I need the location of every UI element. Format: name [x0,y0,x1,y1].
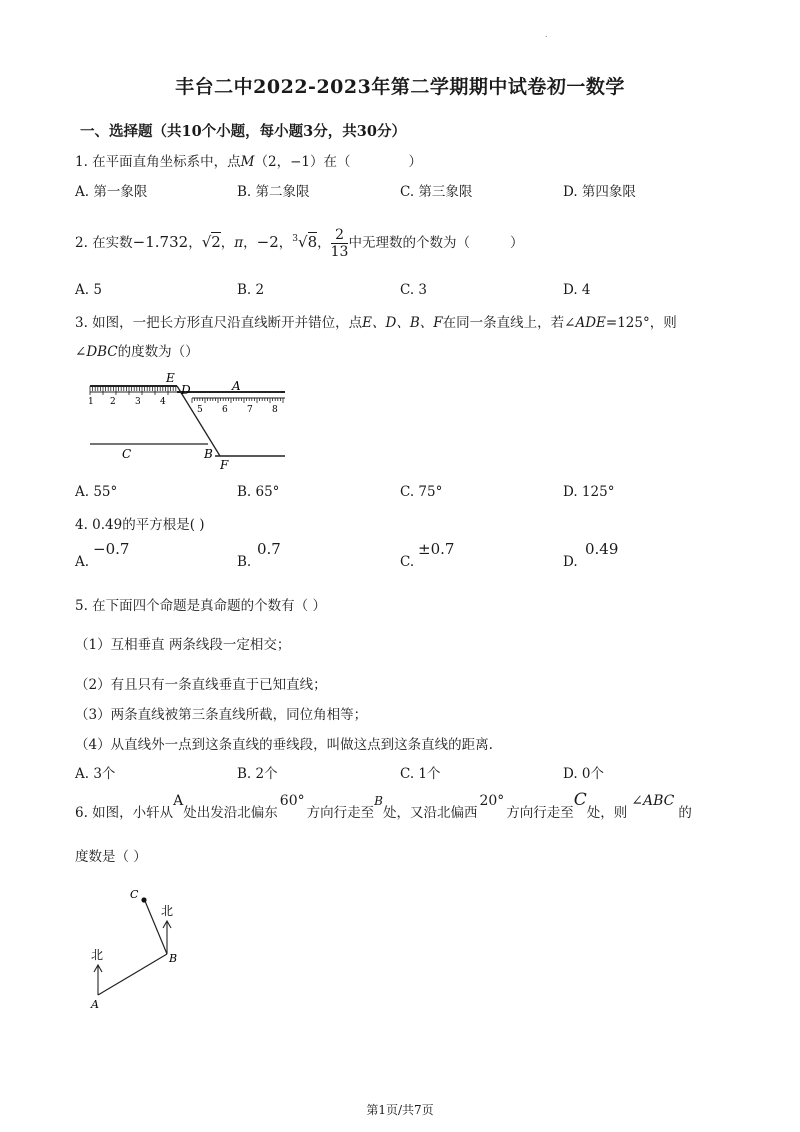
q5-proposition-2: （2）有且只有一条直线垂直于已知直线； [75,677,327,693]
label-d: D [181,383,191,397]
q4-option-c-value: ±0.7 [418,540,455,558]
q4-option-a-value: −0.7 [93,540,130,558]
ruler-number-1: 1 [88,397,94,407]
question-4-stem: 4. 0.49的平方根是( ) [75,517,205,533]
q6-point-c: C [573,790,587,810]
point-c-dot [141,897,146,902]
question-6-line-1 [75,790,692,821]
q2-number-1: −1.732 [132,233,189,251]
ruler-ticks-left [90,386,176,395]
q2-sqrt-arg: 2 [211,233,221,251]
q6-text-2: 处出发沿北偏东 [183,805,278,821]
q2-option-a[interactable]: A. 5 [75,282,102,298]
q3-text-b: 在同一条直线上，若∠ [442,315,576,331]
label-point-b: B [169,952,178,965]
q1-option-a[interactable]: A. 第一象限 [75,184,148,200]
q2-frac-den: 13 [330,244,349,260]
q3-points: E、D、B、F [362,315,443,331]
q3-option-c[interactable]: C. 75° [400,484,443,500]
q1-text-a: 1. 在平面直角坐标系中，点 [75,154,241,170]
q6-point-b: B [374,794,383,808]
q2-option-d[interactable]: D. 4 [563,282,591,298]
question-3-line-1 [75,311,677,331]
q4-option-d-value: 0.49 [585,540,619,558]
q1-point: M [240,154,255,170]
q3-option-b[interactable]: B. 65° [237,484,280,500]
q2-sqrt-2: √2 [201,233,221,251]
q4-option-a[interactable] [75,538,215,568]
q6-text-3: 方向行走至 [306,805,375,821]
label-point-c: C [130,888,139,901]
q6-point-a: A [173,793,184,809]
q2-sep-2: ， [220,235,235,251]
question-1-stem [75,150,422,170]
question-3-line-2 [75,340,199,360]
q5-option-c[interactable]: C. 1个 [400,766,441,782]
q4-option-b[interactable] [237,538,377,568]
ruler-figure [80,368,300,476]
q3-angle-dbc: DBC [86,344,118,360]
q2-text-b: 中无理数的个数为（ [348,235,470,251]
q2-sep-5: ， [317,235,331,251]
q5-proposition-1: （1）互相垂直 两条线段一定相交； [75,637,291,653]
q2-number-3: −2 [256,233,279,251]
q1-text-c: ） [408,154,422,170]
q1-option-d[interactable]: D. 第四象限 [563,184,636,200]
q4-option-c[interactable] [400,538,540,568]
q3-text-d: 的度数为（） [117,344,199,360]
north-label-a: 北 [91,948,104,962]
ruler-ticks-right [192,398,283,403]
q1-text-b: （2，−1）在（ [254,154,351,170]
q4-option-b-value: 0.7 [257,540,281,558]
q4-option-d[interactable] [563,538,703,568]
q2-option-b[interactable]: B. 2 [237,282,265,298]
ruler-number-4: 4 [160,397,166,407]
section-heading-choice: 一、选择题（共10个小题，每小题3分，共30分） [80,123,406,140]
label-f: F [220,458,229,472]
direction-figure [82,882,192,1012]
q2-sep-4: ， [278,235,293,251]
q1-option-b[interactable]: B. 第二象限 [237,184,310,200]
q6-text-6: 处，则 [586,805,628,821]
q6-text-4: 处，又沿北偏西 [382,805,478,821]
q3-option-d[interactable]: D. 125° [563,484,615,500]
q6-angle-abc: ∠ABC [631,793,675,809]
q2-sep-1: ， [188,235,202,251]
header-mark: . [545,30,548,39]
q2-cbrt-index: 3 [292,234,299,244]
ruler-number-3: 3 [135,397,141,407]
q2-fraction [331,227,349,260]
q3-text-a: 3. 如图，一把长方形直尺沿直线断开并错位，点 [75,315,363,331]
q6-degree-60: 60° [279,793,305,809]
q6-text-1: 6. 如图，小轩从 [75,805,174,821]
path-ab [98,954,167,995]
north-label-b: 北 [161,904,174,918]
q6-text-7: 的 [678,805,692,821]
label-e: E [166,371,175,385]
ruler-number-7: 7 [247,405,253,415]
q4-option-a-letter: A. [75,554,90,570]
label-c: C [122,447,132,461]
page-title: 丰台二中2022-2023年第二学期期中试卷初一数学 [175,76,625,98]
q5-option-b[interactable]: B. 2个 [237,766,278,782]
ruler-number-5: 5 [197,405,203,415]
q5-proposition-3: （3）两条直线被第三条直线所截，同位角相等； [75,707,368,723]
q5-proposition-4: （4）从直线外一点到这条直线的垂线段，叫做这点到这条直线的距离. [75,737,493,753]
page-footer: 第1页/共7页 [366,1103,434,1117]
q5-option-d[interactable]: D. 0个 [563,766,605,782]
ruler-number-2: 2 [110,397,116,407]
q2-option-c[interactable]: C. 3 [400,282,428,298]
q3-option-a[interactable]: A. 55° [75,484,118,500]
question-5-stem: 5. 在下面四个命题是真命题的个数有（ ） [75,598,326,614]
q6-degree-20: 20° [479,793,505,809]
q5-option-a[interactable]: A. 3个 [75,766,116,782]
question-2-stem [75,220,523,262]
q3-text-c: =125°，则 [605,315,677,331]
q2-text-c: ） [509,235,524,251]
q2-cbrt-arg: 8 [307,233,318,251]
q6-text-5: 方向行走至 [506,805,574,821]
q4-option-b-letter: B. [237,554,252,570]
q3-angle-symbol: ∠ [75,344,87,360]
label-b: B [204,447,213,461]
label-a: A [232,379,241,393]
q2-text-a: 2. 在实数 [75,235,133,251]
label-point-a: A [91,998,99,1011]
q4-option-d-letter: D. [563,554,578,570]
question-6-line-2: 度数是（ ） [75,849,147,865]
q2-pi: π [234,235,244,251]
q1-option-c[interactable]: C. 第三象限 [400,184,473,200]
q3-angle-ade: ADE [575,315,606,331]
q2-cbrt-8: $^3$√8 [292,233,318,251]
ruler-number-8: 8 [272,405,278,415]
q2-sep-3: ， [243,235,257,251]
q2-frac-num: 2 [331,227,349,244]
q4-option-c-letter: C. [400,554,415,570]
ruler-number-6: 6 [222,405,228,415]
